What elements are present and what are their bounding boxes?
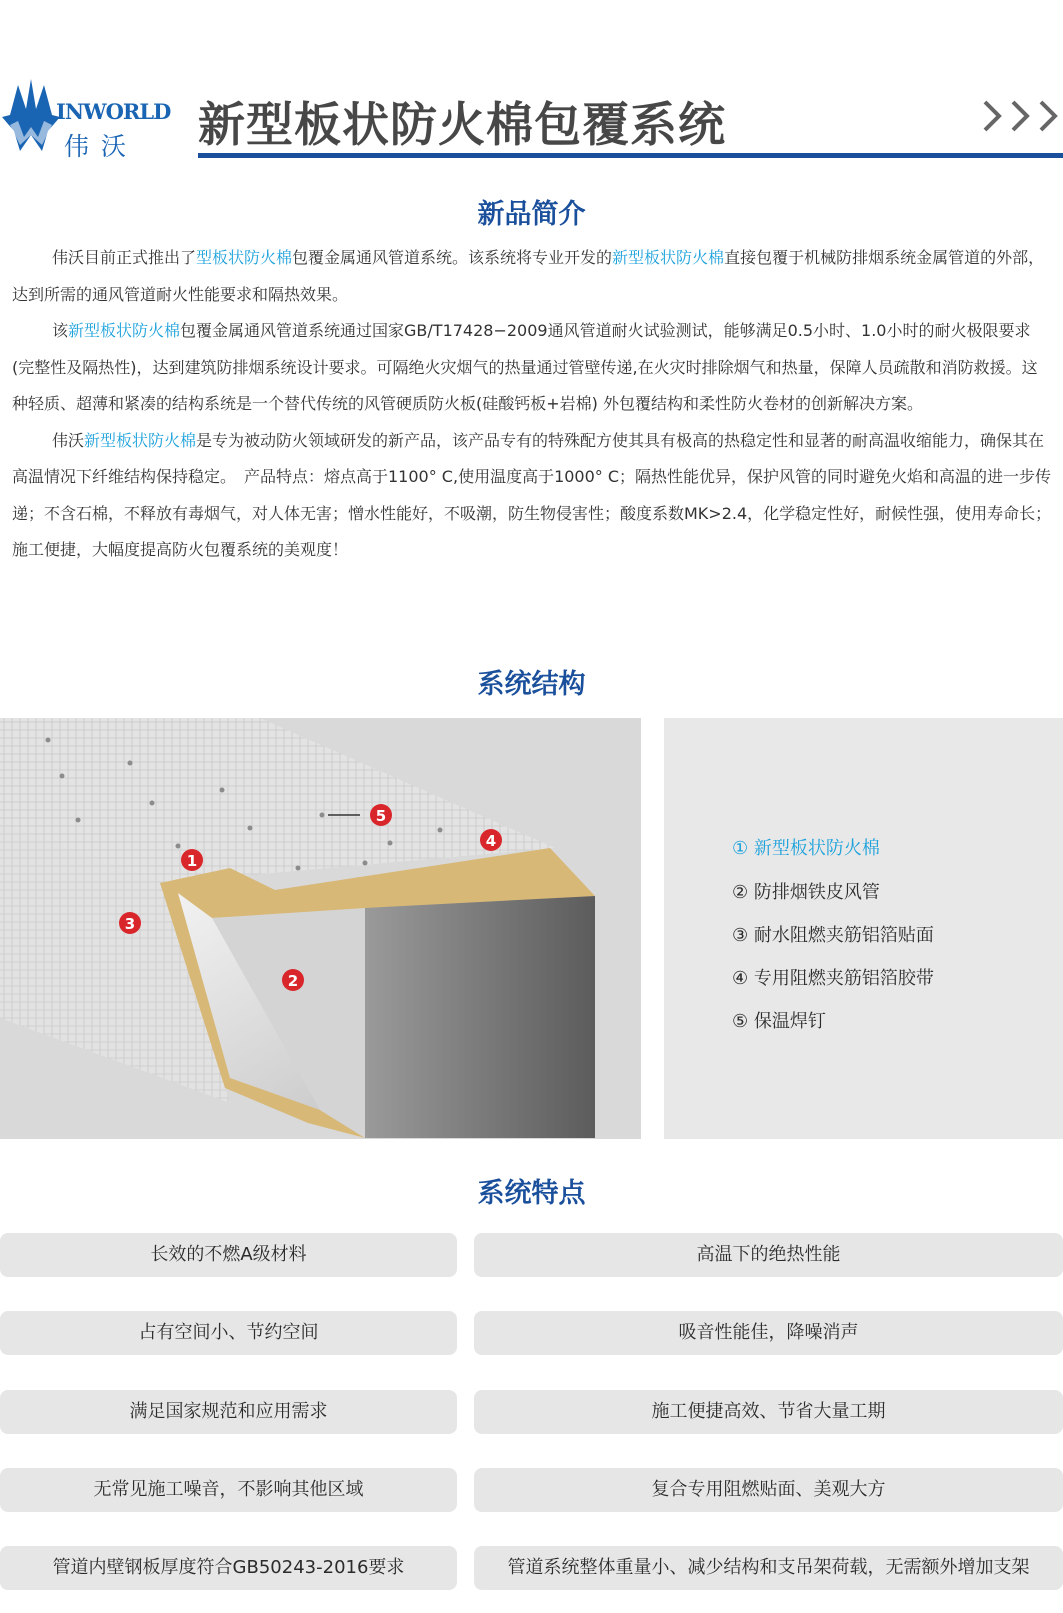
feature-item: 无常见施工噪音，不影响其他区域 [0,1468,457,1512]
feature-item: 管道系统整体重量小、减少结构和支吊架荷载，无需额外增加支架 [474,1546,1063,1590]
intro-text [12,240,1052,569]
logo-text-cn: 伟沃 [64,132,139,161]
feature-item: 占有空间小、节约空间 [0,1311,457,1355]
intro-paragraph: 伟沃目前正式推出了型板状防火棉包覆金属通风管道系统。该系统将专业开发的新型板状防火棉直接包覆于机械防排烟系统金属管道的外部，达到所需的通风管道耐火性能要求和隔热效果。 [12,248,1045,304]
legend-item: ① 新型板状防火棉 [732,838,880,859]
svg-text:4: 4 [485,832,497,850]
logo-text-en: INWORLD [56,99,171,124]
marker-1 [181,849,203,871]
svg-text:3: 3 [124,915,136,933]
legend-item: ④ 专用阻燃夹筋铝箔胶带 [732,968,934,989]
structure-legend [664,718,1063,1139]
feature-item: 施工便捷高效、节省大量工期 [474,1390,1063,1434]
marker-2 [282,969,304,991]
svg-text:2: 2 [287,972,299,990]
legend-item: ② 防排烟铁皮风管 [732,882,880,903]
marker-5 [370,804,392,826]
duct-structure-illustration [0,718,641,1139]
feature-item: 吸音性能佳，降噪消声 [474,1311,1063,1355]
section-title-features: 系统特点 [477,1178,586,1209]
inworld-logo[interactable] [0,75,171,161]
svg-text:5: 5 [375,807,387,825]
feature-item: 高温下的绝热性能 [474,1233,1063,1277]
page-header [0,0,1063,165]
chevron-right-icon [982,96,1063,136]
section-title-intro: 新品简介 [477,199,586,230]
feature-item: 复合专用阻燃贴面、美观大方 [474,1468,1063,1512]
legend-item: ③ 耐水阻燃夹筋铝箔贴面 [732,925,934,946]
section-title-structure: 系统结构 [477,669,586,700]
intro-paragraph: 伟沃新型板状防火棉是专为被动防火领域研发的新产品，该产品专有的特殊配方使其具有极高的热稳定性和显著的耐高温收缩能力，确保其在高温情况下纤维结构保持稳定。 产品特点：熔点高于1100° C,使用温度高于1000° C；隔热性能优异，保护风管的同时避免火焰和高温的进一步传递；不含石棉，不释放有毒烟气，对人体无害；憎水性能好，不吸潮，防生物侵害性；酸度系数MK>2.4，化学稳定性好，耐候性强，使用寿命长；施工便捷，大幅度提高防火包覆系统的美观度！ [12,430,1052,559]
logo-flame-icon [0,75,62,155]
feature-item: 满足国家规范和应用需求 [0,1390,457,1434]
svg-text:1: 1 [186,852,198,870]
feature-item: 长效的不燃A级材料 [0,1233,457,1277]
feature-item: 管道内壁钢板厚度符合GB50243-2016要求 [0,1546,457,1590]
marker-3 [119,912,141,934]
title-underline [198,153,1063,158]
marker-4 [480,829,502,851]
intro-paragraph: 该新型板状防火棉包覆金属通风管道系统通过国家GB/T17428−2009通风管道耐火试验测试，能够满足0.5小时、1.0小时的耐火极限要求(完整性及隔热性)，达到建筑防排烟系统设计要求。可隔绝火灾烟气的热量通过管壁传递,在火灾时排除烟气和热量，保障人员疏散和消防救援。这种轻质、超薄和紧凑的结构系统是一个替代传统的风管硬质防火板(硅酸钙板+岩棉) 外包覆结构和柔性防火卷材的创新解决方案。 [12,321,1038,413]
legend-item: ⑤ 保温焊钉 [732,1011,826,1032]
page-title: 新型板状防火棉包覆系统 [198,98,726,153]
